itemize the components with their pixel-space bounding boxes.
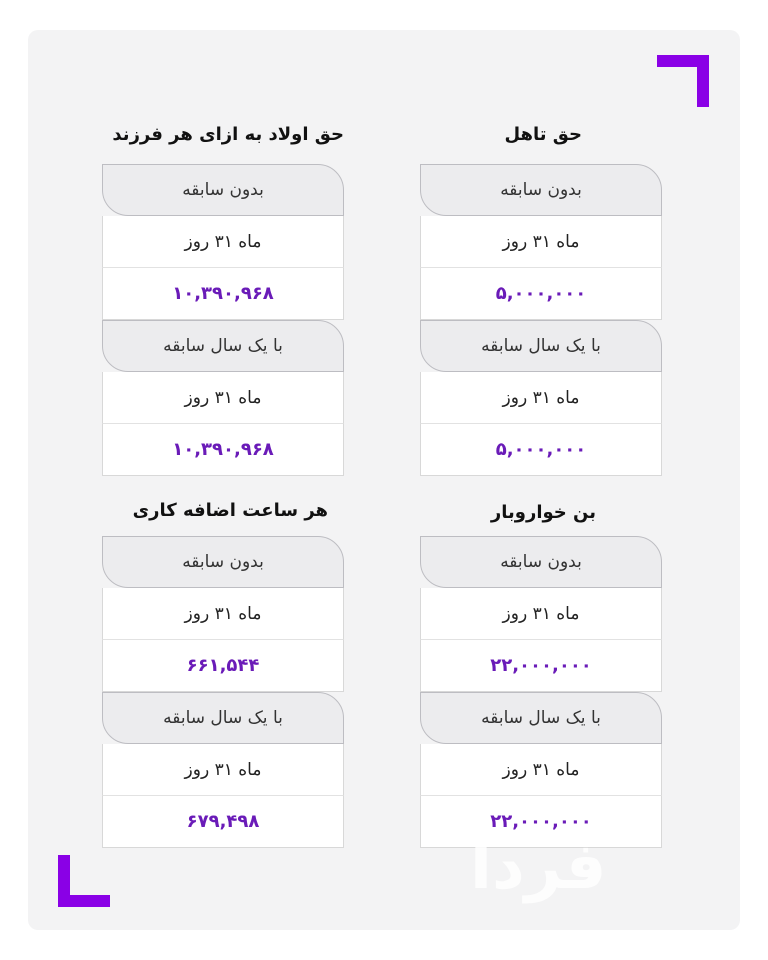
section-title-marriage: حق تاهل [504,124,582,145]
table-cell-days: ماه ۳۱ روز [102,216,344,268]
table-marriage [420,164,662,476]
table-cell-amount: ۵,۰۰۰,۰۰۰ [420,268,662,320]
table-cell-amount: ۶۷۹,۴۹۸ [102,796,344,848]
corner-bracket-top-right [657,55,709,107]
table-cell-days: ماه ۳۱ روز [420,588,662,640]
table-cell-amount: ۲۲,۰۰۰,۰۰۰ [420,796,662,848]
table-header-one-year: با یک سال سابقه [420,692,662,744]
section-title-child: حق اولاد به ازای هر فرزند [112,124,344,145]
table-cell-amount: ۱۰,۳۹۰,۹۶۸ [102,268,344,320]
table-cell-days: ماه ۳۱ روز [102,372,344,424]
table-header-no-experience: بدون سابقه [420,536,662,588]
table-header-one-year: با یک سال سابقه [102,692,344,744]
watermark-logo: فردا [470,830,607,904]
table-header-no-experience: بدون سابقه [102,536,344,588]
section-title-overtime: هر ساعت اضافه کاری [132,500,328,521]
table-cell-amount: ۵,۰۰۰,۰۰۰ [420,424,662,476]
table-cell-days: ماه ۳۱ روز [420,372,662,424]
corner-bracket-bottom-left [58,855,110,907]
section-title-grocery: بن خواروبار [490,502,596,523]
table-header-one-year: با یک سال سابقه [420,320,662,372]
table-header-one-year: با یک سال سابقه [102,320,344,372]
table-header-no-experience: بدون سابقه [102,164,344,216]
table-header-no-experience: بدون سابقه [420,164,662,216]
table-cell-amount: ۱۰,۳۹۰,۹۶۸ [102,424,344,476]
table-cell-days: ماه ۳۱ روز [102,744,344,796]
table-cell-amount: ۶۶۱,۵۴۴ [102,640,344,692]
table-cell-days: ماه ۳۱ روز [420,744,662,796]
table-overtime [102,536,344,848]
table-grocery [420,536,662,848]
table-cell-amount: ۲۲,۰۰۰,۰۰۰ [420,640,662,692]
table-child [102,164,344,476]
table-cell-days: ماه ۳۱ روز [102,588,344,640]
table-cell-days: ماه ۳۱ روز [420,216,662,268]
